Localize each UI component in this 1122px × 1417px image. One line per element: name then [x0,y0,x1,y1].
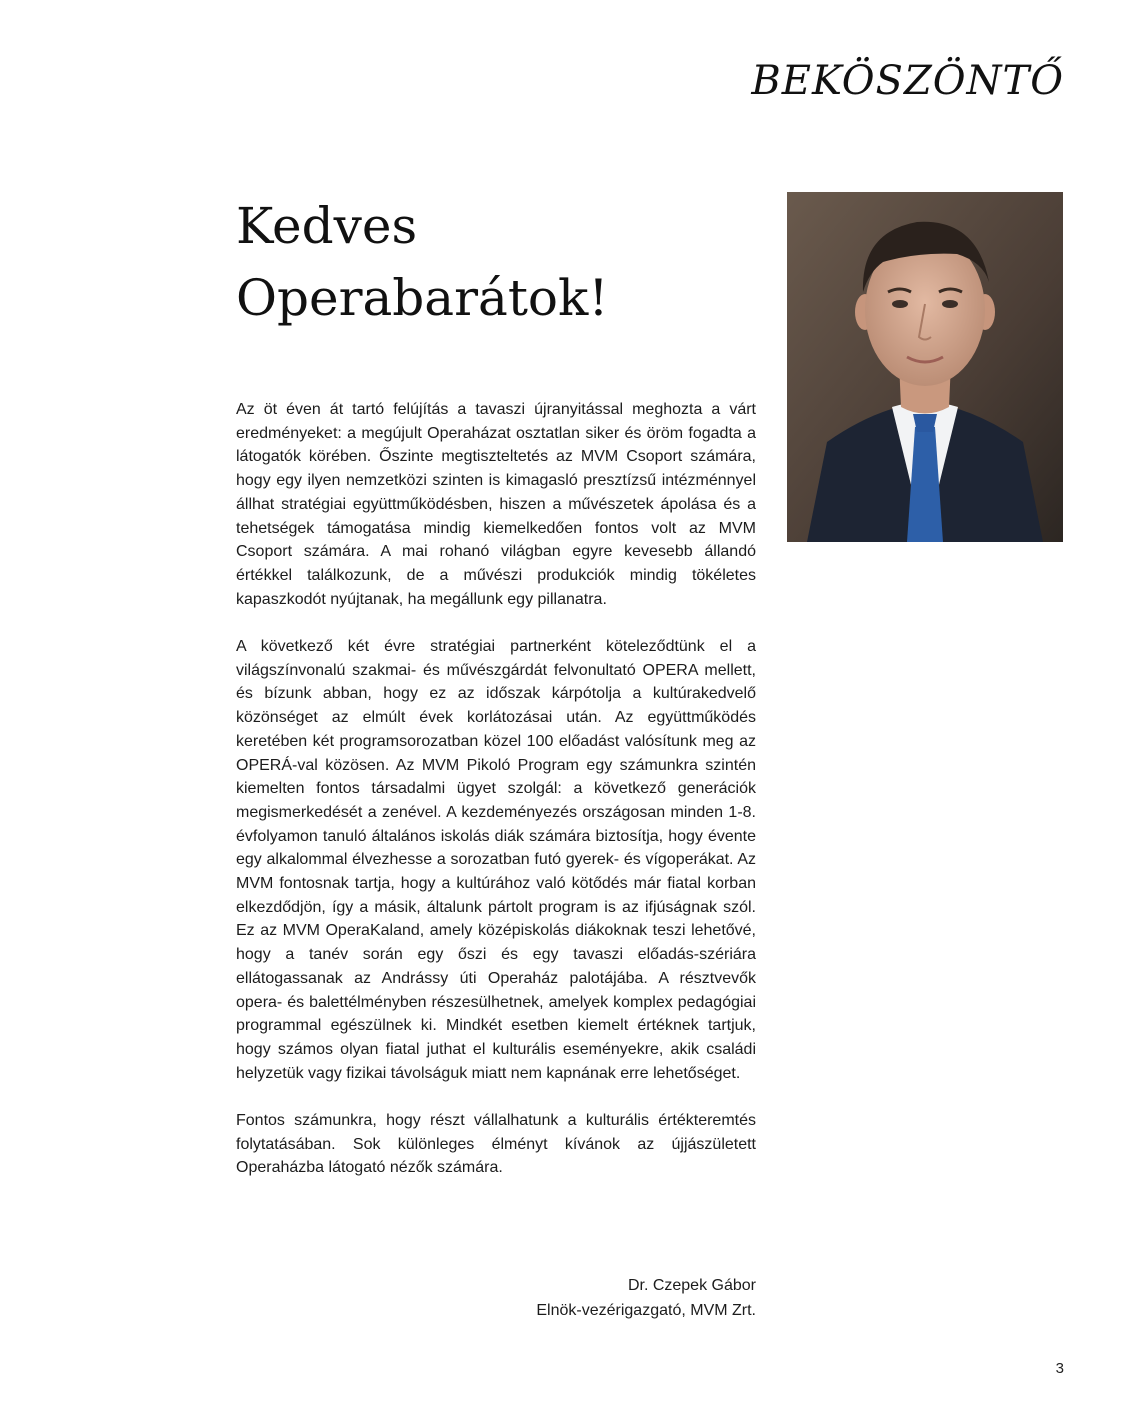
paragraph: Fontos számunkra, hogy részt vállalhatunk a kulturális értékteremtés folytatásában. Sok különleges élményt kívánok az újjászületett Operaházba látogató nézők számára. [236,1112,756,1177]
portrait-photo [787,192,1063,542]
section-title: BEKÖSZÖNTŐ [751,58,1064,104]
heading-line-1: Kedves [236,197,418,255]
signature-name: Dr. Czepek Gábor [627,1277,756,1294]
signature [236,1273,756,1323]
signature-title: Elnök-vezérigazgató, MVM Zrt. [536,1302,756,1319]
heading-line-2: Operabarátok! [236,269,609,327]
paragraph: A következő két évre stratégiai partnerként köteleződtünk el a világszínvonalú szakmai- és művészgárdát felvonultató OPERA mellett, és bízunk abban, hogy ez az időszak kárpótolja a kultúrakedvelő közönséget az elmúlt évek korlátozásai után. Az együttműködés keretében két programsorozatban közel 100 előadást valósítunk meg az OPERÁ-val közösen. Az MVM Pikoló Program egy számunkra szintén kiemelten fontos társadalmi ügyet szolgál: a következő generációk megismerkedését a zenével. A kezdeményezés országosan minden 1-8. évfolyamon tanuló általános iskolás diák számára biztosítja, hogy évente egy alkalommal élvezhesse a sorozatban futó gyerek- és vígoperákat. Az MVM fontosnak tartja, hogy a kultúrához való kötődés már fiatal korban elkezdődjön, így a másik, általunk pártolt program is az ifjúságnak szól. Ez az MVM OperaKaland, amely középiskolás diákoknak teszi lehetővé, hogy a tanév során egy őszi és egy tavaszi előadás-szériára ellátogassanak az Andrássy úti Operaház palotájába. A résztvevők opera- és balettélményben részesülhetnek, amelyek komplex pedagógiai programmal egészülnek ki. Mindkét esetben kiemelt értéknek tartjuk, hogy számos olyan fiatal juthat el kulturális eseményekre, akik családi helyzetük vagy fizikai távolságuk miatt nem kapnának erre lehetőséget. [236,638,756,1082]
letter-body [236,398,756,1204]
paragraph: Az öt éven át tartó felújítás a tavaszi újranyitással meghozta a várt eredményeket: a megújult Operaházat osztatlan siker és öröm fogadta a látogatók körében. Őszinte megtiszteltetés az MVM Csoport számára, hogy egy ilyen nemzetközi szinten is kimagasló presztízsű intézménnyel állhat stratégiai együttműködésben, hiszen a művészetek ápolása és a tehetségek támogatása mindig kiemelkedően fontos volt az MVM Csoport számára. A mai rohanó világban egyre kevesebb állandó értékkel találkozunk, de a művészi produkciók mindig tökéletes kapaszkodót nyújtanak, ha megállunk egy pillanatra. [236,401,756,608]
page-heading [236,190,756,334]
page-number: 3 [1055,1360,1064,1377]
